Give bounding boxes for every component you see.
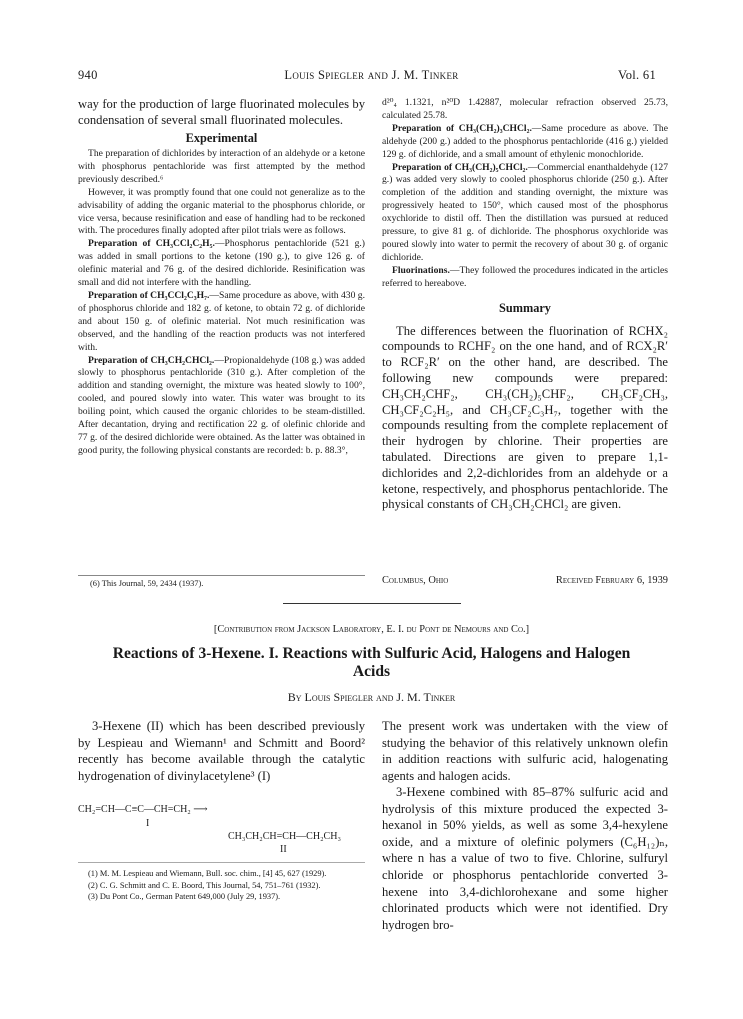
prep-text: —Phosphorus pentachloride (521 g.) was added in small portions to the ketone (190 g.), to give 126 g. of olefinic material and 76 g. of the desired dichloride. Resinification was small and did not interfere with the handling. [78,238,365,289]
right-column [382,97,668,513]
contribution-line: [Contribution from Jackson Laboratory, E. I. du Pont de Nemours and Co.] [213,624,530,635]
formula-label-2: II [280,844,287,855]
left-column [78,96,365,458]
formula-divinylacetylene: CH₂=CH—C≡C—CH=CH₂ ⟶ [78,804,208,815]
paragraph-prep-heptanal [382,162,668,265]
formula-label-1: I [146,818,150,829]
title-line-1: Reactions of 3-Hexene. I. Reactions with Sulfuric Acid, Halogens and Halogen [112,645,631,662]
prep-label: Preparation of CH₃(CH₂)₅CHCl₂. [392,161,528,173]
footnote-rule [78,862,365,863]
paragraph-prep-butanone [78,238,365,290]
intro-paragraph: 3-Hexene (II) which has been described previously by Lespieau and Wiemann¹ and Schmitt and Boord² recently has become available through the catalytic hydrogenation of divinylacetylene³ (I) [78,719,365,783]
paragraph-results: 3-Hexene combined with 85–87% sulfuric acid and hydrolysis of this mixture produced the expected 3-hexanol in 50% yields, as well as some 3,4-hexylene oxide, and a mixture of olefinic polymers (C₆H₁₂)ₙ, where n has a value of two to five. Chlorine, sulfuryl chloride or phosphorus pentachloride converted 3-hexene into 3,4-dichlorohexane and some higher chlorinated products which were not identified. Dry hydrogen bro- [382,785,668,932]
running-title: Louis Spiegler and J. M. Tinker [284,68,459,82]
summary-paragraph: The differences between the fluorination of RCHX₂ compounds to RCHF₂ on the one hand, and of RCX₂R′ to RCF₂R′ on the other hand, are described. The following new compounds were prepared: CH₃CH₂CHF₂, CH₃(CH₂)₅CHF₂, CH₃CF₂CH₃, CH₃CF₂C₂H₅, and CH₃CF₂C₃H₇, together with the compounds resulting from the complete replacement of their hydrogen by chlorine. Their properties are tabulated. Directions are given to prepare 1,1-dichlorides and 2,2-dichlorides from an aldehyde or a ketone, respectively, and phosphorus pentachloride. The physical constants of CH₃CH₂CHCl₂ are given. [382,323,668,512]
prep-text: —They followed the procedures indicated in the articles referred to hereabove. [382,264,668,289]
prep-label: Preparation of CH₃CH₂CHCl₂. [88,354,215,366]
footnote-rule [78,575,365,576]
article2-left-column [78,718,365,784]
volume-label: Vol. 61 [618,68,656,82]
summary-heading: Summary [499,300,551,315]
paragraph-prep-pentanone [78,290,365,355]
article-divider [283,603,461,604]
prep-label: Preparation of CH₃CCl₂C₃H₇. [88,289,210,301]
article-title [60,645,683,681]
paragraph-prep-pentanal [382,123,668,162]
prep-text: —Same procedure as above. The aldehyde (200 g.) added to the phosphorus pentachloride (416 g.) yielded 129 g. of dichloride, and a small amount of ethylenic monochloride. [382,122,668,160]
paragraph-purpose: The present work was undertaken with the view of studying the behavior of this relatively unknown olefin in addition reactions with sulfuric acid, halogenating agents and halogen acids. [382,719,668,783]
prep-text: —Propionaldehyde (108 g.) was added slowly to phosphorus pentachloride (310 g.). After completion of the addition and standing overnight, the mixture was heated slowly to 100°, cooled, and poured slowly into water. This water was brought to its boiling point, which caused the organic chlorides to be steam-distilled. After decantation, drying and rectification 22 g. of olefinic chloride and 77 g. of the desired dichloride were obtained. As the latter was obtained in good purity, the following physical constants are recorded: b. p. 88.3°, [78,354,365,456]
prep-label: Preparation of CH₃(CH₂)₃CHCl₂. [392,122,532,134]
prep-text: —Commercial enanthaldehyde (127 g.) was added very slowly to cooled phosphorus chloride (250 g.). After completion of the addition and standing overnight, the mixture was progressively heated to 150°, which caused most of the phosphorus oxychloride to distil off. Then the distillation was pursued at reduced pressure, to give 81 g. of dichloride. The phosphorus oxychloride was poured slowly into water to permit the recovery of about 30 g. of organic dichloride. [382,161,668,263]
formula-3-hexene: CH₃CH₂CH=CH—CH₂CH₃ [228,831,341,842]
prep-text: —Same procedure as above, with 430 g. of phosphorus chloride and 182 g. of ketone, to obtain 72 g. of dichloride and about 150 g. of olefinic material. Not much resinification was observed, and the handling of the reaction products was not interfered with. [78,289,365,353]
footnote-6: (6) This Journal, 59, 2434 (1937). [90,579,204,588]
byline: By Louis Spiegler and J. M. Tinker [287,690,456,704]
title-line-2: Acids [352,663,391,680]
experimental-heading: Experimental [185,131,258,145]
page-number: 940 [78,68,98,82]
received-date: Received February 6, 1939 [555,575,668,586]
prep-label: Preparation of CH₃CCl₂C₂H₅. [88,238,215,250]
footnotes [78,868,365,903]
paragraph-constants: d²⁰₄ 1.1321, n²⁰D 1.42887, molecular refraction observed 25.73, calculated 25.78. [382,97,668,121]
paragraph-prep-propanal [78,355,365,458]
paragraph-generalize: However, it was promptly found that one could not generalize as to the advisability of adding the organic material to the phosphorus chloride, or vice versa, because resinification and ease of handling had to be reckoned with. The procedures finally adopted after pilot trials were as follows. [78,186,365,237]
paragraph-fluorinations [382,265,668,291]
location: Columbus, Ohio [382,575,449,586]
footnote-2: (2) C. G. Schmitt and C. E. Boord, This Journal, 54, 751–761 (1932). [88,880,321,890]
paragraph-method: The preparation of dichlorides by interaction of an aldehyde or a ketone with phosphorus pentachloride was first attempted by the method previously described.⁶ [78,148,365,185]
article2-right-column [382,718,668,933]
footnote-3: (3) Du Pont Co., German Patent 649,000 (July 29, 1937). [88,892,281,902]
footnote-1: (1) M. M. Lespieau and Wiemann, Bull. soc. chim., [4] 45, 627 (1929). [88,869,327,878]
prep-label: Fluorinations. [392,264,450,276]
intro-paragraph: way for the production of large fluorinated molecules by condensation of several small fluorinated molecules. [78,97,365,127]
